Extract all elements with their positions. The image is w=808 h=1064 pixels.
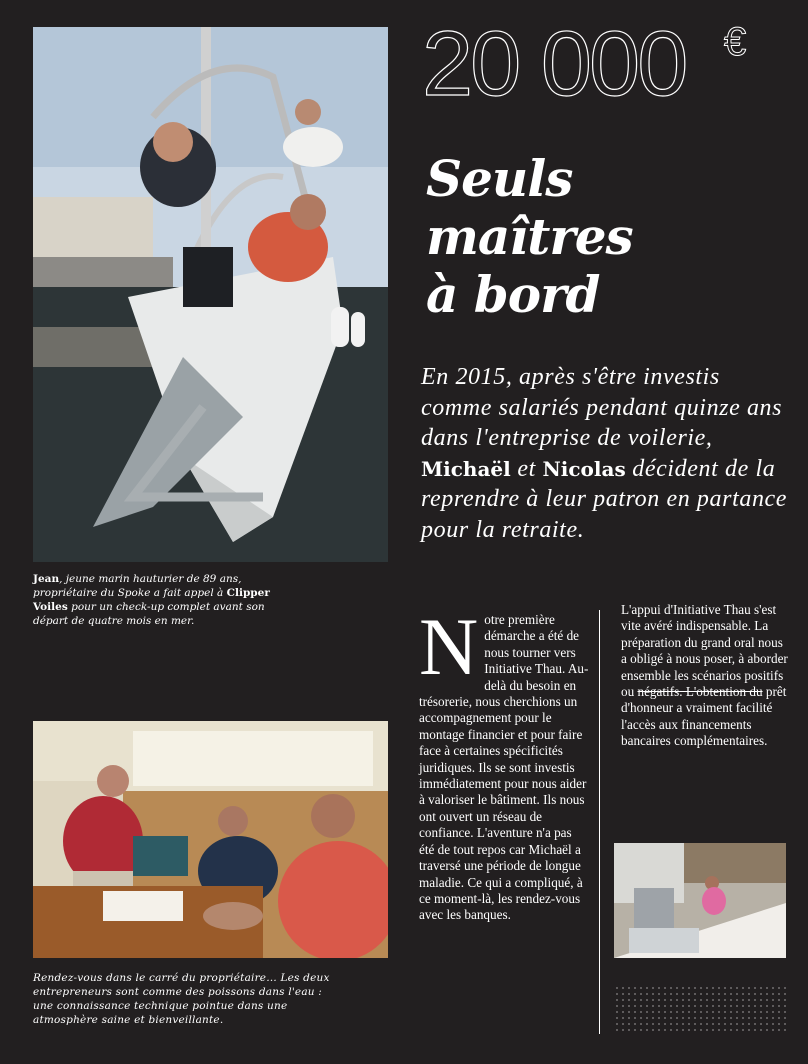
lead-text: et xyxy=(510,455,543,482)
photo2-caption: Rendez-vous dans le carré du propriétaire… Les deux entrepreneurs sont comme des poissons dans l'eau : une connaissance technique pointue dans une atmosphère saine et bienveillante. xyxy=(33,972,330,1026)
body-text: otre première démarche a été de nous tourner vers Initiative Thau. Au-delà du besoin en trésorerie, nous cherchions un accompagnement pour le montage financier et pour faire face à certaines spécificités juridiques. Ils se sont investis immédiatement pour nous aider à valoriser le bâtiment. Ils nous ont ouvert un réseau de confiance. L'aventure n'a pas été de tout repos car Michaël a traversé une période de longue maladie. Ce qui a compliqué, à ce moment-là, les rendez-vous avec les banques. xyxy=(419,612,589,923)
caption-company: Clipper Voiles xyxy=(33,587,270,613)
body-text-strike: négatifs. L'obtention du xyxy=(637,684,763,700)
photo-sailboat-bow xyxy=(33,27,388,562)
caption-name: Jean xyxy=(33,573,60,585)
headline-line: maîtres xyxy=(426,207,633,266)
column-divider xyxy=(599,610,600,1034)
photo-cabin-meeting xyxy=(33,721,388,958)
lead-text: décident de la reprendre à leur patron en partance pour la retraite. xyxy=(421,455,788,543)
body-column-2 xyxy=(621,602,791,750)
lead-name: Michaël xyxy=(421,456,511,481)
lead-text: En 2015, après s'être investis comme salariés pendant quinze ans dans l'entreprise de voilerie, xyxy=(421,364,783,451)
headline-line: à bord xyxy=(426,265,600,324)
drop-cap: N xyxy=(419,601,479,692)
body-text: L'appui d'Initiative Thau s'est vite avéré indispensable. La préparation du grand oral nous a obligé à nous poser, à aborder ensemble les scénarios positifs ou xyxy=(621,602,788,700)
amount-figure: 20 000 xyxy=(422,13,686,115)
lead-name: Nicolas xyxy=(542,456,626,481)
dot-pattern xyxy=(614,985,786,1035)
body-column-1 xyxy=(419,601,589,924)
photo1-caption xyxy=(33,572,283,628)
body-text: prêt d'honneur a vraiment facilité l'accès aux financements bancaires complémentaires. xyxy=(621,684,787,749)
lead-paragraph xyxy=(421,362,796,545)
caption-text: pour un check-up complet avant son départ de quatre mois en mer. xyxy=(33,601,265,627)
currency-symbol: € xyxy=(724,20,747,64)
headline xyxy=(426,150,746,324)
photo-sail-workshop xyxy=(614,843,786,958)
caption-text: , jeune marin hauturier de 89 ans, propriétaire du Spoke a fait appel à xyxy=(33,573,242,599)
headline-line: Seuls xyxy=(426,149,573,208)
